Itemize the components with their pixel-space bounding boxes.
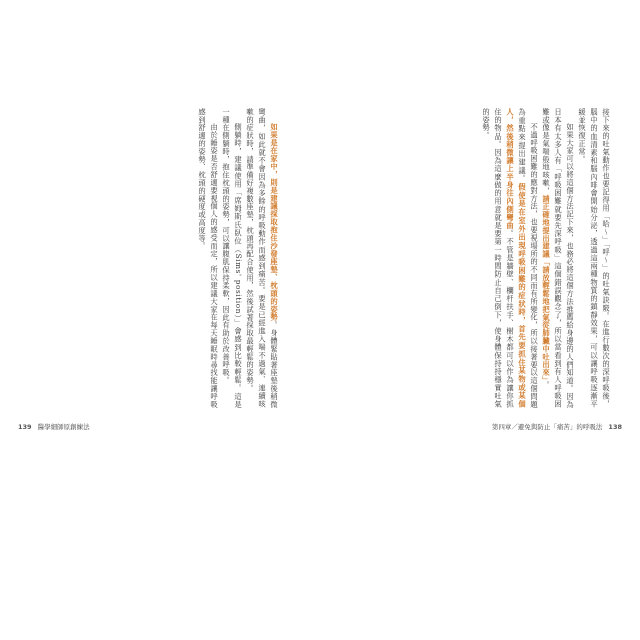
right-body-text: [480, 108, 612, 408]
left-footer: [18, 422, 90, 431]
body-paragraph: [576, 108, 612, 408]
body-text-segment: 不過呼吸困難的應對方法，也要視場所的不同而有所變化，所以接著要以這個問題為重點來提出建議。: [518, 108, 539, 408]
highlighted-text: 假使是在室外出現呼吸困難的症狀時，首先要抓住某物或某個人，然後稍微讓上半身往內側彎曲: [506, 108, 527, 408]
body-text-segment: 。不管是牆壁、欄杆扶手、樹木都可以作為讓你抓住的物品。因為這麼做的用意就是要第一時間防止自己倒下，使身體保持持穩實吐氣的姿勢。: [482, 108, 515, 408]
body-text-segment: 。身體緊貼著座墊後稍微彎曲，如此就不會因為多餘的呼吸動作而感到痛苦。要是已經進入喘不過氣、連續咳嗽的症狀時，請準備好複數座墊，枕頭再配合使用，然後試著採取最輕鬆的姿勢。: [246, 108, 279, 408]
footer: [18, 422, 622, 436]
body-paragraph: [480, 108, 540, 408]
body-paragraph: [540, 108, 576, 408]
right-page-number: 138: [608, 423, 622, 431]
right-running-title: 第四章／避免與防止「痛苦」的呼吸法: [491, 423, 603, 431]
body-text-segment: 。: [542, 380, 551, 389]
body-paragraph: [196, 108, 220, 408]
body-text-segment: 接下來的吐氣動作也要記得用「哈～」「呼～」的吐氣訣竅。在進行數次的深呼吸後，腦中的血清素和腦內啡會開始分泌，透過這兩種物質的鎮靜效果，可以讓呼吸逐漸平緩並恢復正常。: [578, 108, 611, 408]
highlighted-text: 請正確地提出建議「請放輕鬆地把氣從肺臟中吐出來」: [542, 194, 551, 381]
left-page: [18, 108, 318, 528]
highlighted-text: 如果是在家中，則是建議採取抱住沙發座墊、枕頭的姿勢: [270, 122, 279, 321]
body-text-segment: 側躺時，建議使用「席姆斯氏臥位（Sims' position）」會感到比較輕鬆。這是一種在側躺時，抱住枕頭的姿勢，可以讓腹肌保持柔軟，因此有助於改善呼吸。: [222, 108, 243, 408]
body-text-segment: 由於睡姿是否舒適要視個人的感受而定，所以建議大家在每天睡眠時尋找能讓呼吸感到舒適的姿勢、枕頭的硬度或高度等。: [198, 108, 219, 408]
right-page: [322, 108, 622, 528]
right-footer: [492, 422, 622, 431]
body-paragraph: [244, 108, 280, 408]
body-text-segment: 如果大家可以將這個方法記下來，也務必將這個方法推薦給身邊的人們知道。因為日本有太多人有「呼吸困難就要先深呼吸」這個錯誤觀念了，所以當看到有人呼吸困難或像是氣喘般地咳嗽，: [542, 108, 575, 408]
body-paragraph: [220, 108, 244, 408]
left-body-text: [196, 108, 280, 408]
left-running-title: 醫學細師原創練法: [37, 423, 90, 431]
left-page-number: 139: [18, 423, 32, 431]
